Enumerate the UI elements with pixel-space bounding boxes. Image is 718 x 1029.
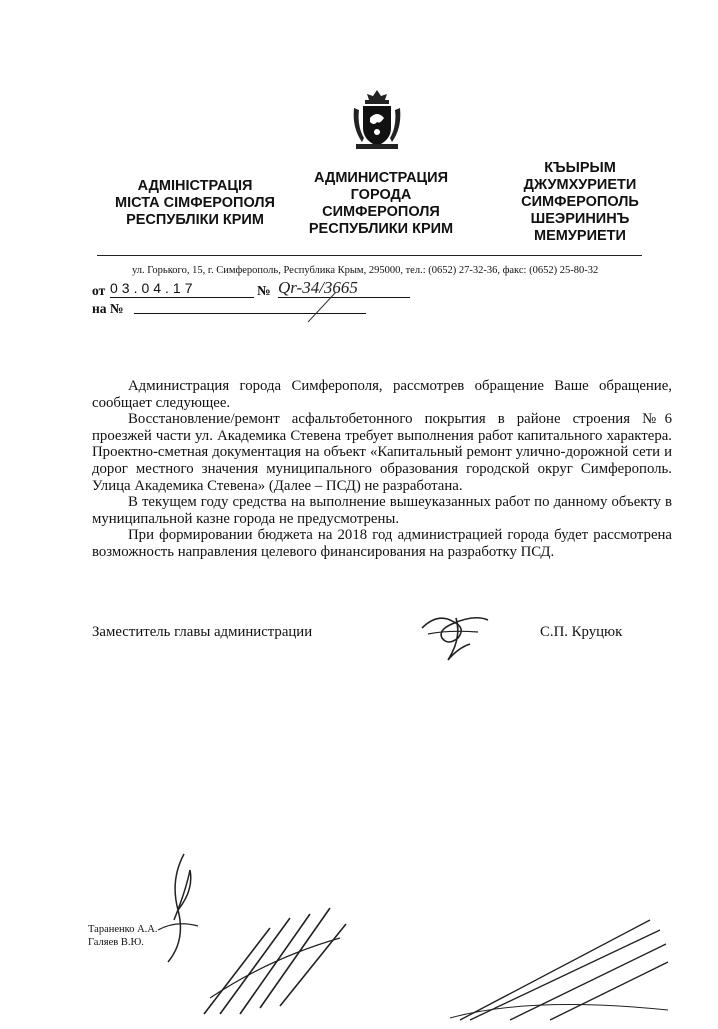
crimea-coat-of-arms-icon xyxy=(350,88,404,152)
header-line: РЕСПУБЛИКИ КРИМ xyxy=(308,221,454,237)
body-paragraph: В текущем году средства на выполнение вышеуказанных работ по данному объекту в муниципальной казне города не предусмотрены. xyxy=(92,494,672,527)
header-crimean-tatar xyxy=(502,160,658,245)
body-paragraph: При формировании бюджета на 2018 год администрацией города будет рассмотрена возможность направления целевого финансирования на разработку ПСД. xyxy=(92,527,672,560)
header-line: МІСТА СІМФЕРОПОЛЯ xyxy=(115,195,275,211)
handwritten-mark-icon xyxy=(450,900,670,1024)
letter-body xyxy=(92,378,672,561)
handwritten-mark-icon xyxy=(150,850,206,966)
body-paragraph: Администрация города Симферополя, рассмотрев обращение Ваше обращение, сообщает следующее. xyxy=(92,378,672,411)
header-russian xyxy=(300,170,462,238)
header-divider xyxy=(97,255,642,256)
header-line: РЕСПУБЛІКИ КРИМ xyxy=(126,212,264,228)
executor-name: Галяев В.Ю. xyxy=(88,937,144,948)
executor-name: Тараненко А.А. xyxy=(88,924,158,935)
stroke-mark xyxy=(300,290,340,324)
number-label: № xyxy=(257,283,271,298)
handwritten-mark-icon xyxy=(200,868,350,1018)
header-line: АДМІНІСТРАЦІЯ xyxy=(137,178,253,194)
header-ukrainian xyxy=(108,178,282,229)
incoming-number-label: на № xyxy=(92,301,124,316)
date-value: 03.04.17 xyxy=(110,280,254,298)
date-label: от xyxy=(92,283,106,298)
header-line: КЪЫРЫМ xyxy=(544,160,616,176)
address-line: ул. Горького, 15, г. Симферополь, Республика Крым, 295000, тел.: (0652) 27-32-36, факс: (0652) 25-80-32 xyxy=(132,265,599,276)
number-value: Qr-34/3665 xyxy=(278,278,410,298)
signer-name: С.П. Круцюк xyxy=(540,624,623,640)
handwritten-signature-icon xyxy=(418,598,498,666)
body-paragraph: Восстановление/ремонт асфальтобетонного покрытия в районе строения №6 проезжей части ул. Академика Стевена требует выполнения работ капитального характера. Проектно-сметная документация на объект «Капитальный ремонт улично-дорожной сети и дорог местного значения муниципального образования городской округ Симферополь. Улица Академика Стевена» (Далее – ПСД) не разработана. xyxy=(92,411,672,494)
signer-title: Заместитель главы администрации xyxy=(92,624,313,640)
header-line: ГОРОДА xyxy=(350,187,412,203)
header-line: АДМИНИСТРАЦИЯ xyxy=(313,170,448,186)
header-line: СИМФЕРОПОЛЯ xyxy=(322,204,440,220)
header-line: МЕМУРИЕТИ xyxy=(534,228,626,244)
header-line: ДЖУМХУРИЕТИ xyxy=(523,177,637,193)
header-line: ШЕЭРИНИНЪ xyxy=(530,211,630,227)
header-line: СИМФЕРОПОЛЬ xyxy=(521,194,639,210)
